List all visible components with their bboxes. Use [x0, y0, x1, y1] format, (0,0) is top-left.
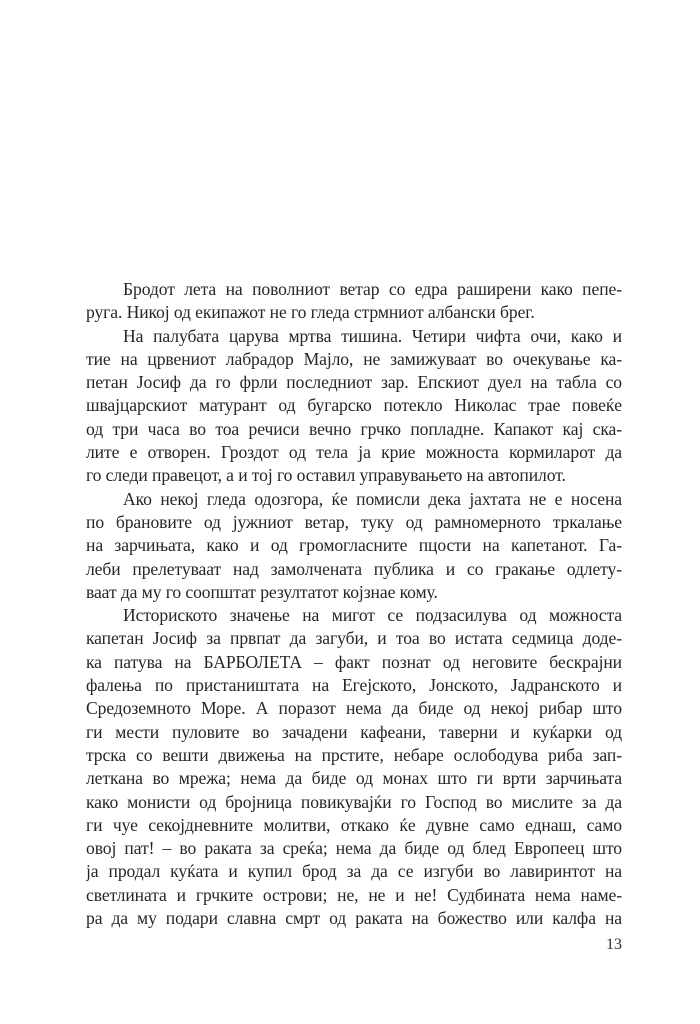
text-line: Историското значење на мигот се подзасилува од можноста: [123, 605, 622, 626]
text-line: Ако некој гледа одозгора, ќе помисли дека јахтата не е носена: [123, 488, 622, 509]
text-line: ги мести пуловите во зачадени кафеани, таверни и куќарки од: [86, 721, 622, 742]
text-line: ка патува на БАРБОЛЕТА – факт познат од неговите бескрајни: [86, 651, 622, 672]
text-line: леби прелетуваат над замолчената публика и со гракање одлету-: [86, 558, 622, 579]
text-line: ја продал куќата и купил брод за да се изгуби во лавиринтот на: [86, 861, 622, 882]
text-line: фалења по пристаништата на Егејското, Јонското, Јадранското и: [86, 675, 622, 696]
text-line: ра да му подари славна смрт од раката на божество или калфа на: [86, 908, 622, 929]
page-number: 13: [606, 936, 622, 953]
text-line: Бродот лета на поволниот ветар со едра раширени како пепе-: [123, 279, 622, 299]
body-text: [86, 278, 622, 930]
text-line: руга. Никој од екипажот не го гледа стрмниот албански брег.: [86, 302, 535, 323]
text-line: овој пат! – во раката за среќа; нема да биде од блед Европеец што: [86, 838, 622, 859]
text-line: трска со вешти движења на прстите, небаре ослободува риба зап-: [86, 744, 622, 765]
text-line: на зарчињата, како и од громогласните пцости на капетанот. Га-: [86, 535, 622, 556]
text-line: од три часа во тоа речиси вечно грчко попладне. Капакот кај ска-: [86, 418, 622, 439]
text-line: Средоземното Море. А поразот нема да биде од некој рибар што: [86, 698, 622, 719]
text-line: го следи правецот, а и тој го оставил управувањето на автопилот.: [86, 465, 566, 486]
text-line: ваат да му го соопштат резултатот којзнае кому.: [86, 581, 438, 602]
text-line: капетан Јосиф за првпат да загуби, и тоа во истата седмица доде-: [86, 628, 622, 649]
text-line: леткана во мрежа; нема да биде од монах што ги врти зарчињата: [86, 768, 622, 789]
text-line: по брановите од јужниот ветар, туку од рамномерното тркалање: [86, 511, 622, 532]
text-line: тие на црвениот лабрадор Мајло, не замижуваат во очекување ка-: [86, 348, 622, 369]
text-line: како монисти од бројница повикувајќи го Господ во мислите за да: [86, 791, 622, 812]
text-line: светлината и грчките острови; не, не и не! Судбината нема наме-: [86, 884, 622, 905]
text-line: ги чуе секојдневните молитви, откако ќе дувне само еднаш, само: [86, 814, 622, 835]
text-line: лите е отворен. Гроздот од тела ја крие можноста кормиларот да: [86, 442, 622, 463]
text-line: петан Јосиф да го фрли последниот зар. Епскиот дуел на табла со: [86, 372, 622, 393]
text-line: На палубата царува мртва тишина. Четири чифта очи, како и: [123, 325, 622, 346]
text-line: швајцарскиот матурант од бугарско потекло Николас трае повеќе: [86, 395, 622, 416]
